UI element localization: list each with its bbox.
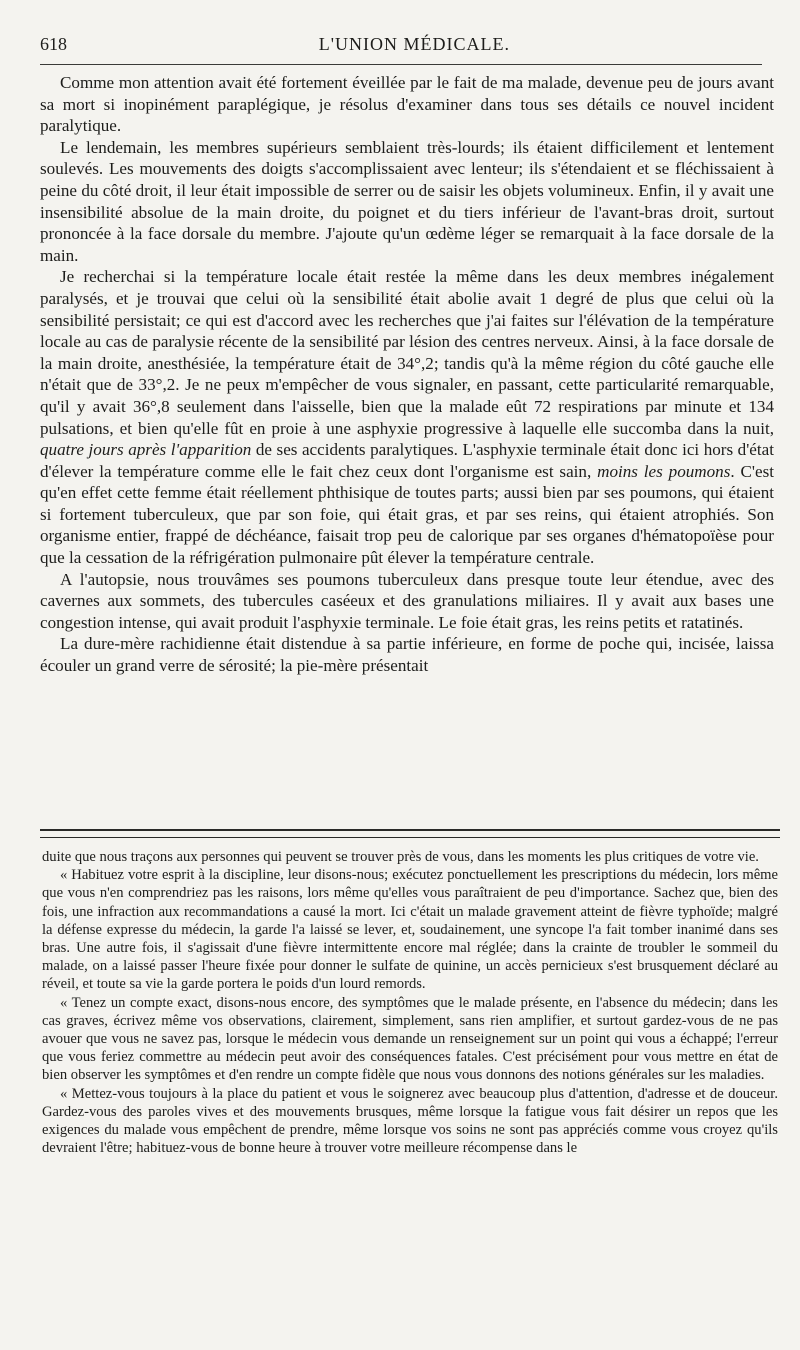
text-run: Je recherchai si la température locale était restée la même dans les deux membres inégalement paralysés, et je trouvai que celui où la sensibilité était abolie avait 1 degré de plus que celui où la sensibilité persistait; ce qui est d'accord avec les recherches que j'ai faites sur l'élévation de la température locale au cas de paralysie récente de la sensibilité par lésion des centres nerveux. Ainsi, à la face dorsale de la main droite, anesthésiée, la température était de 34°,2; tandis qu'à la même région du côté gauche elle n'était que de 33°,2. Je ne peux m'empêcher de vous signaler, en passant, cette particularité remarquable, qu'il y avait 36°,8 seulement dans l'aisselle, bien que la malade eût 72 respirations par minute et 134 pulsations, et bien qu'elle fût en proie à une asphyxie progressive à laquelle elle succomba dans la nuit, (40, 267, 774, 438)
italic-phrase: quatre jours après l'apparition (40, 440, 252, 460)
main-paragraph (40, 633, 774, 676)
main-paragraph (40, 72, 774, 137)
text-run: La dure-mère rachidienne était distendue à sa partie inférieure, en forme de poche qui, incisée, laissa écouler un grand verre de sérosité; la pie-mère présentait (40, 634, 774, 676)
italic-phrase: moins les poumons (597, 461, 731, 481)
text-run: Comme mon attention avait été fortement éveillée par le fait de ma malade, devenue peu de jours avant sa mort si inopinément paraplégique, je résolus d'examiner dans tous ses détails ce nouvel incident paralytique. (40, 73, 774, 136)
main-paragraph (40, 266, 774, 568)
text-run: de ses accidents paralytiques. L'asphyxie terminale était donc ici hors d'état d'élever la température comme elle le fait chez ceux dont l'organisme est sain, (40, 440, 774, 481)
header-rule (40, 64, 762, 65)
text-run: Le lendemain, les membres supérieurs semblaient très-lourds; ils étaient difficilement et lentement soulevés. Les mouvements des doigts s'accomplissaient avec lenteur; ils s'étendaient et se fléchissaient à peine du côté droit, il leur était impossible de serrer ou de saisir les objets volumineux. Enfin, il y avait une insensibilité absolue de la main droite, du poignet et du tiers inférieur de l'avant-bras droit, surtout prononcée à la face dorsale du membre. J'ajoute qu'un œdème léger se remarquait à la face dorsale de la main. (40, 137, 774, 265)
feuilleton-paragraph: duite que nous traçons aux personnes qui peuvent se trouver près de vous, dans les moments les plus critiques de votre vie. (42, 849, 759, 865)
text-run: . C'est qu'en effet cette femme était réellement phthisique de toutes parts; aussi bien par ses poumons, qui étaient si fortement tuberculeux, que par son foie, qui était gras, et par ses reins, qui étaient atrophiés. Son organisme entier, frappé de déchéance, faisait trop peu de calorique par ses organes d'hématopoïèse pour que la cessation de la réfrigération pulmonaire pût élever la température centrale. (40, 461, 774, 568)
feuilleton-paragraph: « Mettez-vous toujours à la place du patient et vous le soignerez avec beaucoup plus d'attention, d'adresse et de douceur. Gardez-vous des paroles vives et des mouvements brusques, même lorsque la fatigue vous fait désirer un repos que les exigences du malade vous empêchent de prendre, même lorsque vos soins ne sont pas appréciés comme vous croyez qu'ils devraient l'être; habituez-vous de bonne heure à trouver votre meilleure récompense dans le (42, 1085, 778, 1157)
main-article-text (40, 72, 774, 827)
main-paragraph (40, 137, 774, 267)
feuilleton-separator (40, 829, 780, 838)
feuilleton-text (42, 848, 778, 1313)
feuilleton-paragraph: « Tenez un compte exact, disons-nous encore, des symptômes que le malade présente, en l'absence du médecin; dans les cas graves, écrivez même vos observations, clairement, simplement, sans rien amplifier, et surtout gardez-vous de ne pas avouer que vous ne savez pas, lorsque le médecin vous demande un renseignement sur un point qui vous a échappé; l'erreur que vous feriez commettre au médecin peut avoir des conséquences fatales. C'est précisément pour vous mettre en état de bien observer les symptômes et d'en rendre un compte fidèle que nous vous donnons des notions générales sur les maladies. (42, 994, 778, 1084)
page-header (40, 28, 770, 60)
text-run: A l'autopsie, nous trouvâmes ses poumons tuberculeux dans presque toute leur étendue, avec des cavernes aux sommets, des tubercules caséeux et des granulations miliaires. Il y avait aux bases une congestion intense, qui avait produit l'asphyxie terminale. Le foie était gras, les reins petits et ratatinés. (40, 569, 774, 632)
feuilleton-paragraph: « Habituez votre esprit à la discipline, leur disons-nous; exécutez ponctuellement les prescriptions du médecin, lors même que vous n'en comprendriez pas les raisons, lors même qu'elles vous paraîtraient de peu d'importance. Sachez que, bien des fois, une infraction aux recommandations a causé la mort. Ici c'était un malade gravement atteint de fièvre typhoïde; malgré la défense expresse du médecin, la garde l'a laissé se lever, et, soudainement, une syncope l'a fait tomber inanimé dans ses bras. Une autre fois, il s'agissait d'une fièvre intermittente encore mal réglée; dans la crainte de troubler le sommeil du malade, on a laissé passer l'heure fixée pour donner le sulfate de quinine, un accès pernicieux s'est brusquement déclaré au réveil, et toute sa vie la garde portera le poids d'un lourd remords. (42, 867, 778, 993)
page-number: 618 (40, 33, 67, 54)
running-title: L'UNION MÉDICALE. (318, 33, 510, 54)
main-paragraph (40, 569, 774, 634)
